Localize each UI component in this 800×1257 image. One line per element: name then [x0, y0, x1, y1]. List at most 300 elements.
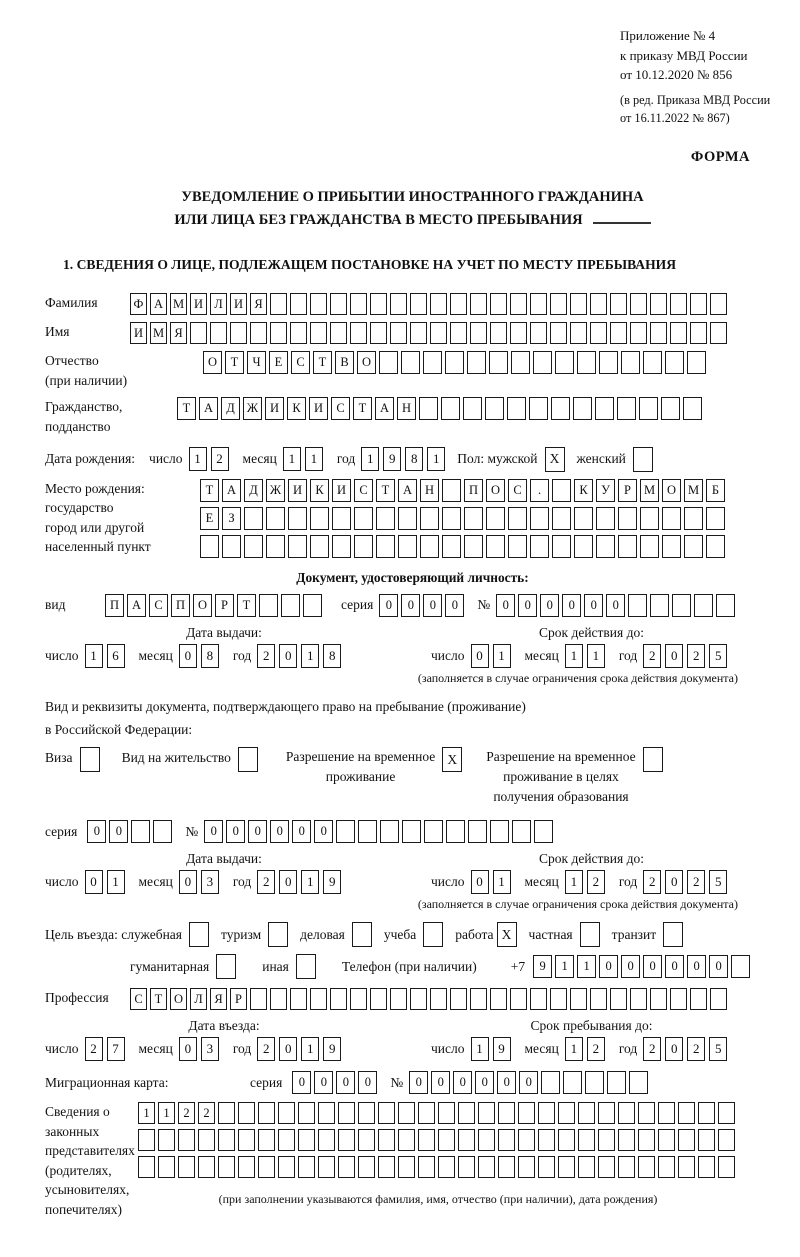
form-cell[interactable]: Я	[250, 293, 267, 315]
form-cell[interactable]	[512, 820, 531, 843]
form-cell[interactable]: И	[190, 293, 207, 315]
form-cell[interactable]: 2	[257, 1037, 275, 1061]
work-checkbox[interactable]: X	[497, 922, 517, 947]
form-cell[interactable]	[424, 820, 443, 843]
form-cell[interactable]: О	[486, 479, 505, 502]
form-cell[interactable]	[630, 322, 647, 344]
form-cell[interactable]	[573, 397, 592, 420]
form-cell[interactable]: Т	[376, 479, 395, 502]
form-cell[interactable]: 2	[687, 644, 705, 668]
form-cell[interactable]	[698, 1102, 715, 1124]
form-cell[interactable]	[530, 535, 549, 558]
form-cell[interactable]: А	[222, 479, 241, 502]
form-cell[interactable]	[508, 535, 527, 558]
form-cell[interactable]: Е	[200, 507, 219, 530]
form-cell[interactable]	[288, 507, 307, 530]
form-cell[interactable]: 0	[314, 1071, 333, 1094]
form-cell[interactable]: 0	[584, 594, 603, 617]
form-cell[interactable]	[358, 820, 377, 843]
form-cell[interactable]	[490, 820, 509, 843]
form-cell[interactable]	[218, 1129, 235, 1151]
form-cell[interactable]: Л	[210, 293, 227, 315]
form-cell[interactable]	[138, 1129, 155, 1151]
form-cell[interactable]	[585, 1071, 604, 1094]
form-cell[interactable]	[687, 351, 706, 374]
form-cell[interactable]	[467, 351, 486, 374]
form-cell[interactable]: 0	[85, 870, 103, 894]
form-cell[interactable]	[650, 594, 669, 617]
form-cell[interactable]	[533, 351, 552, 374]
form-cell[interactable]: 0	[292, 820, 311, 843]
form-cell[interactable]: И	[288, 479, 307, 502]
form-cell[interactable]	[153, 820, 172, 843]
form-cell[interactable]	[530, 293, 547, 315]
tourism-checkbox[interactable]	[268, 922, 288, 947]
form-cell[interactable]: 0	[423, 594, 442, 617]
form-cell[interactable]: 2	[587, 870, 605, 894]
form-cell[interactable]	[550, 322, 567, 344]
form-cell[interactable]	[198, 1156, 215, 1178]
form-cell[interactable]: 1	[555, 955, 574, 978]
form-cell[interactable]	[618, 1129, 635, 1151]
form-cell[interactable]	[498, 1102, 515, 1124]
form-cell[interactable]	[250, 322, 267, 344]
form-cell[interactable]	[640, 535, 659, 558]
form-cell[interactable]	[596, 535, 615, 558]
form-cell[interactable]: А	[199, 397, 218, 420]
form-cell[interactable]	[218, 1102, 235, 1124]
form-cell[interactable]	[446, 820, 465, 843]
form-cell[interactable]	[706, 535, 725, 558]
study-checkbox[interactable]	[423, 922, 443, 947]
form-cell[interactable]: С	[149, 594, 168, 617]
form-cell[interactable]	[198, 1129, 215, 1151]
form-cell[interactable]	[270, 988, 287, 1010]
form-cell[interactable]	[278, 1156, 295, 1178]
form-cell[interactable]: П	[464, 479, 483, 502]
form-cell[interactable]	[486, 507, 505, 530]
form-cell[interactable]	[244, 535, 263, 558]
form-cell[interactable]	[258, 1102, 275, 1124]
form-cell[interactable]	[200, 535, 219, 558]
form-cell[interactable]	[485, 397, 504, 420]
form-cell[interactable]	[358, 1156, 375, 1178]
form-cell[interactable]	[398, 507, 417, 530]
form-cell[interactable]: М	[640, 479, 659, 502]
form-cell[interactable]	[718, 1156, 735, 1178]
form-cell[interactable]: 0	[409, 1071, 428, 1094]
form-cell[interactable]: 7	[107, 1037, 125, 1061]
form-cell[interactable]	[464, 535, 483, 558]
form-cell[interactable]: К	[287, 397, 306, 420]
form-cell[interactable]: 1	[301, 1037, 319, 1061]
form-cell[interactable]: 2	[257, 644, 275, 668]
form-cell[interactable]: 1	[577, 955, 596, 978]
form-cell[interactable]: 1	[565, 1037, 583, 1061]
form-cell[interactable]	[441, 397, 460, 420]
form-cell[interactable]: 2	[643, 870, 661, 894]
form-cell[interactable]: 9	[533, 955, 552, 978]
form-cell[interactable]: 0	[358, 1071, 377, 1094]
form-cell[interactable]	[402, 820, 421, 843]
form-cell[interactable]	[628, 594, 647, 617]
form-cell[interactable]	[650, 293, 667, 315]
form-cell[interactable]	[534, 820, 553, 843]
form-cell[interactable]: Ч	[247, 351, 266, 374]
form-cell[interactable]: 6	[107, 644, 125, 668]
form-cell[interactable]	[338, 1102, 355, 1124]
form-cell[interactable]: 1	[85, 644, 103, 668]
form-cell[interactable]	[138, 1156, 155, 1178]
form-cell[interactable]	[510, 293, 527, 315]
form-cell[interactable]	[398, 535, 417, 558]
form-cell[interactable]	[358, 1129, 375, 1151]
form-cell[interactable]	[670, 293, 687, 315]
form-cell[interactable]	[684, 507, 703, 530]
form-cell[interactable]	[222, 535, 241, 558]
form-cell[interactable]: 0	[643, 955, 662, 978]
form-cell[interactable]: 9	[493, 1037, 511, 1061]
form-cell[interactable]	[650, 322, 667, 344]
form-cell[interactable]	[610, 988, 627, 1010]
form-cell[interactable]: Р	[215, 594, 234, 617]
form-cell[interactable]	[310, 507, 329, 530]
form-cell[interactable]: 2	[257, 870, 275, 894]
form-cell[interactable]	[640, 507, 659, 530]
transit-checkbox[interactable]	[663, 922, 683, 947]
form-cell[interactable]	[596, 507, 615, 530]
form-cell[interactable]	[552, 479, 571, 502]
form-cell[interactable]: 9	[323, 1037, 341, 1061]
form-cell[interactable]: 0	[292, 1071, 311, 1094]
form-cell[interactable]	[354, 507, 373, 530]
form-cell[interactable]	[442, 507, 461, 530]
form-cell[interactable]: Р	[618, 479, 637, 502]
private-checkbox[interactable]	[580, 922, 600, 947]
form-cell[interactable]	[490, 988, 507, 1010]
form-cell[interactable]	[570, 293, 587, 315]
form-cell[interactable]: 0	[606, 594, 625, 617]
form-cell[interactable]: 5	[709, 870, 727, 894]
form-cell[interactable]	[662, 535, 681, 558]
business-checkbox[interactable]	[352, 922, 372, 947]
form-cell[interactable]	[590, 293, 607, 315]
form-cell[interactable]: 0	[379, 594, 398, 617]
form-cell[interactable]	[330, 293, 347, 315]
form-cell[interactable]	[376, 507, 395, 530]
form-cell[interactable]	[574, 535, 593, 558]
form-cell[interactable]	[486, 535, 505, 558]
form-cell[interactable]: И	[332, 479, 351, 502]
form-cell[interactable]	[630, 988, 647, 1010]
form-cell[interactable]	[578, 1129, 595, 1151]
form-cell[interactable]	[131, 820, 150, 843]
form-cell[interactable]	[270, 293, 287, 315]
form-cell[interactable]	[244, 507, 263, 530]
form-cell[interactable]	[438, 1129, 455, 1151]
form-cell[interactable]: 0	[496, 594, 515, 617]
form-cell[interactable]	[684, 535, 703, 558]
form-cell[interactable]	[658, 1102, 675, 1124]
form-cell[interactable]: 2	[587, 1037, 605, 1061]
form-cell[interactable]	[378, 1156, 395, 1178]
form-cell[interactable]: Д	[244, 479, 263, 502]
form-cell[interactable]: 0	[599, 955, 618, 978]
form-cell[interactable]	[270, 322, 287, 344]
form-cell[interactable]	[508, 507, 527, 530]
form-cell[interactable]	[350, 322, 367, 344]
form-cell[interactable]	[378, 1129, 395, 1151]
form-cell[interactable]	[716, 594, 735, 617]
form-cell[interactable]	[430, 322, 447, 344]
form-cell[interactable]: 2	[178, 1102, 195, 1124]
form-cell[interactable]	[478, 1102, 495, 1124]
form-cell[interactable]: 0	[87, 820, 106, 843]
form-cell[interactable]: А	[375, 397, 394, 420]
form-cell[interactable]: С	[508, 479, 527, 502]
form-cell[interactable]: В	[335, 351, 354, 374]
form-cell[interactable]	[379, 351, 398, 374]
form-cell[interactable]	[458, 1156, 475, 1178]
form-cell[interactable]: Т	[177, 397, 196, 420]
form-cell[interactable]: 0	[665, 955, 684, 978]
form-cell[interactable]: 1	[283, 447, 301, 471]
form-cell[interactable]	[570, 988, 587, 1010]
form-cell[interactable]: 1	[301, 870, 319, 894]
form-cell[interactable]	[288, 535, 307, 558]
form-cell[interactable]	[178, 1129, 195, 1151]
form-cell[interactable]	[458, 1102, 475, 1124]
form-cell[interactable]: И	[265, 397, 284, 420]
form-cell[interactable]	[464, 507, 483, 530]
form-cell[interactable]	[380, 820, 399, 843]
form-cell[interactable]	[510, 322, 527, 344]
form-cell[interactable]: С	[331, 397, 350, 420]
form-cell[interactable]: О	[357, 351, 376, 374]
form-cell[interactable]	[595, 397, 614, 420]
form-cell[interactable]	[158, 1129, 175, 1151]
form-cell[interactable]: Б	[706, 479, 725, 502]
form-cell[interactable]	[672, 594, 691, 617]
form-cell[interactable]	[694, 594, 713, 617]
form-cell[interactable]: И	[309, 397, 328, 420]
residence-permit-checkbox[interactable]	[238, 747, 258, 772]
form-cell[interactable]	[511, 351, 530, 374]
temp-residence-edu-checkbox[interactable]	[643, 747, 663, 772]
form-cell[interactable]: 0	[279, 870, 297, 894]
form-cell[interactable]	[598, 1102, 615, 1124]
form-cell[interactable]	[423, 351, 442, 374]
form-cell[interactable]	[330, 322, 347, 344]
form-cell[interactable]: И	[130, 322, 147, 344]
form-cell[interactable]: 5	[709, 1037, 727, 1061]
form-cell[interactable]	[450, 322, 467, 344]
form-cell[interactable]	[445, 351, 464, 374]
form-cell[interactable]	[430, 293, 447, 315]
form-cell[interactable]	[578, 1102, 595, 1124]
form-cell[interactable]: 3	[201, 1037, 219, 1061]
form-cell[interactable]: 0	[665, 1037, 683, 1061]
form-cell[interactable]	[438, 1102, 455, 1124]
form-cell[interactable]: Т	[353, 397, 372, 420]
form-cell[interactable]	[218, 1156, 235, 1178]
form-cell[interactable]: 0	[562, 594, 581, 617]
form-cell[interactable]	[590, 988, 607, 1010]
form-cell[interactable]	[478, 1129, 495, 1151]
form-cell[interactable]	[498, 1156, 515, 1178]
form-cell[interactable]	[538, 1102, 555, 1124]
form-cell[interactable]	[690, 322, 707, 344]
form-cell[interactable]	[665, 351, 684, 374]
form-cell[interactable]: Я	[170, 322, 187, 344]
form-cell[interactable]	[538, 1156, 555, 1178]
form-cell[interactable]	[678, 1102, 695, 1124]
form-cell[interactable]	[418, 1156, 435, 1178]
form-cell[interactable]: П	[171, 594, 190, 617]
form-cell[interactable]	[378, 1102, 395, 1124]
form-cell[interactable]	[690, 293, 707, 315]
form-cell[interactable]	[310, 322, 327, 344]
form-cell[interactable]	[358, 1102, 375, 1124]
form-cell[interactable]	[442, 535, 461, 558]
form-cell[interactable]: 1	[493, 870, 511, 894]
form-cell[interactable]: 0	[471, 870, 489, 894]
form-cell[interactable]	[420, 535, 439, 558]
form-cell[interactable]	[710, 293, 727, 315]
form-cell[interactable]: З	[222, 507, 241, 530]
form-cell[interactable]: 1	[565, 870, 583, 894]
form-cell[interactable]	[310, 535, 329, 558]
form-cell[interactable]: 0	[204, 820, 223, 843]
form-cell[interactable]	[450, 293, 467, 315]
form-cell[interactable]: 2	[643, 1037, 661, 1061]
form-cell[interactable]	[678, 1129, 695, 1151]
other-purpose-checkbox[interactable]	[296, 954, 316, 979]
form-cell[interactable]	[618, 1102, 635, 1124]
form-cell[interactable]: 2	[687, 1037, 705, 1061]
form-cell[interactable]: 0	[109, 820, 128, 843]
form-cell[interactable]: 1	[158, 1102, 175, 1124]
form-cell[interactable]: 0	[471, 644, 489, 668]
form-cell[interactable]	[318, 1102, 335, 1124]
form-cell[interactable]	[558, 1156, 575, 1178]
form-cell[interactable]: М	[170, 293, 187, 315]
form-cell[interactable]: 0	[248, 820, 267, 843]
form-cell[interactable]: 1	[301, 644, 319, 668]
form-cell[interactable]: 0	[540, 594, 559, 617]
form-cell[interactable]: 0	[709, 955, 728, 978]
form-cell[interactable]	[518, 1156, 535, 1178]
form-cell[interactable]: 0	[519, 1071, 538, 1094]
form-cell[interactable]	[510, 988, 527, 1010]
form-cell[interactable]: 0	[226, 820, 245, 843]
form-cell[interactable]: А	[127, 594, 146, 617]
form-cell[interactable]	[590, 322, 607, 344]
form-cell[interactable]	[418, 1129, 435, 1151]
form-cell[interactable]: 1	[361, 447, 379, 471]
form-cell[interactable]: Т	[313, 351, 332, 374]
form-cell[interactable]	[298, 1102, 315, 1124]
form-cell[interactable]	[398, 1102, 415, 1124]
form-cell[interactable]	[419, 397, 438, 420]
form-cell[interactable]: 8	[405, 447, 423, 471]
form-cell[interactable]	[698, 1156, 715, 1178]
form-cell[interactable]: 0	[687, 955, 706, 978]
form-cell[interactable]: М	[150, 322, 167, 344]
form-cell[interactable]	[683, 397, 702, 420]
humanitarian-checkbox[interactable]	[216, 954, 236, 979]
form-cell[interactable]: 0	[401, 594, 420, 617]
form-cell[interactable]	[662, 507, 681, 530]
form-cell[interactable]: А	[150, 293, 167, 315]
form-cell[interactable]	[468, 820, 487, 843]
form-cell[interactable]	[376, 535, 395, 558]
form-cell[interactable]	[507, 397, 526, 420]
form-cell[interactable]	[410, 988, 427, 1010]
form-cell[interactable]	[290, 322, 307, 344]
form-cell[interactable]	[610, 293, 627, 315]
form-cell[interactable]	[574, 507, 593, 530]
form-cell[interactable]: 0	[270, 820, 289, 843]
form-cell[interactable]	[310, 988, 327, 1010]
form-cell[interactable]	[303, 594, 322, 617]
form-cell[interactable]: 0	[621, 955, 640, 978]
form-cell[interactable]	[178, 1156, 195, 1178]
form-cell[interactable]	[258, 1156, 275, 1178]
form-cell[interactable]: 8	[323, 644, 341, 668]
male-checkbox[interactable]: X	[545, 447, 565, 472]
form-cell[interactable]	[650, 988, 667, 1010]
form-cell[interactable]	[190, 322, 207, 344]
form-cell[interactable]	[336, 820, 355, 843]
form-cell[interactable]	[290, 293, 307, 315]
form-cell[interactable]	[731, 955, 750, 978]
form-cell[interactable]: Е	[269, 351, 288, 374]
form-cell[interactable]	[718, 1129, 735, 1151]
form-cell[interactable]	[706, 507, 725, 530]
form-cell[interactable]: 0	[179, 870, 197, 894]
form-cell[interactable]: 1	[565, 644, 583, 668]
form-cell[interactable]	[278, 1102, 295, 1124]
form-cell[interactable]	[555, 351, 574, 374]
form-cell[interactable]: 0	[453, 1071, 472, 1094]
form-cell[interactable]: 1	[138, 1102, 155, 1124]
form-cell[interactable]: 0	[279, 1037, 297, 1061]
form-cell[interactable]: О	[662, 479, 681, 502]
form-cell[interactable]: 3	[201, 870, 219, 894]
form-cell[interactable]	[418, 1102, 435, 1124]
form-cell[interactable]: С	[354, 479, 373, 502]
form-cell[interactable]: Ж	[243, 397, 262, 420]
form-cell[interactable]: 0	[179, 1037, 197, 1061]
form-cell[interactable]	[350, 293, 367, 315]
form-cell[interactable]: .	[530, 479, 549, 502]
form-cell[interactable]	[617, 397, 636, 420]
temp-residence-checkbox[interactable]: X	[442, 747, 462, 772]
form-cell[interactable]	[489, 351, 508, 374]
form-cell[interactable]	[598, 1129, 615, 1151]
form-cell[interactable]	[618, 1156, 635, 1178]
form-cell[interactable]: Т	[200, 479, 219, 502]
form-cell[interactable]	[690, 988, 707, 1010]
form-cell[interactable]	[518, 1129, 535, 1151]
form-cell[interactable]	[401, 351, 420, 374]
form-cell[interactable]: А	[398, 479, 417, 502]
form-cell[interactable]: 2	[211, 447, 229, 471]
female-checkbox[interactable]	[633, 447, 653, 472]
form-cell[interactable]: К	[310, 479, 329, 502]
form-cell[interactable]: 0	[314, 820, 333, 843]
